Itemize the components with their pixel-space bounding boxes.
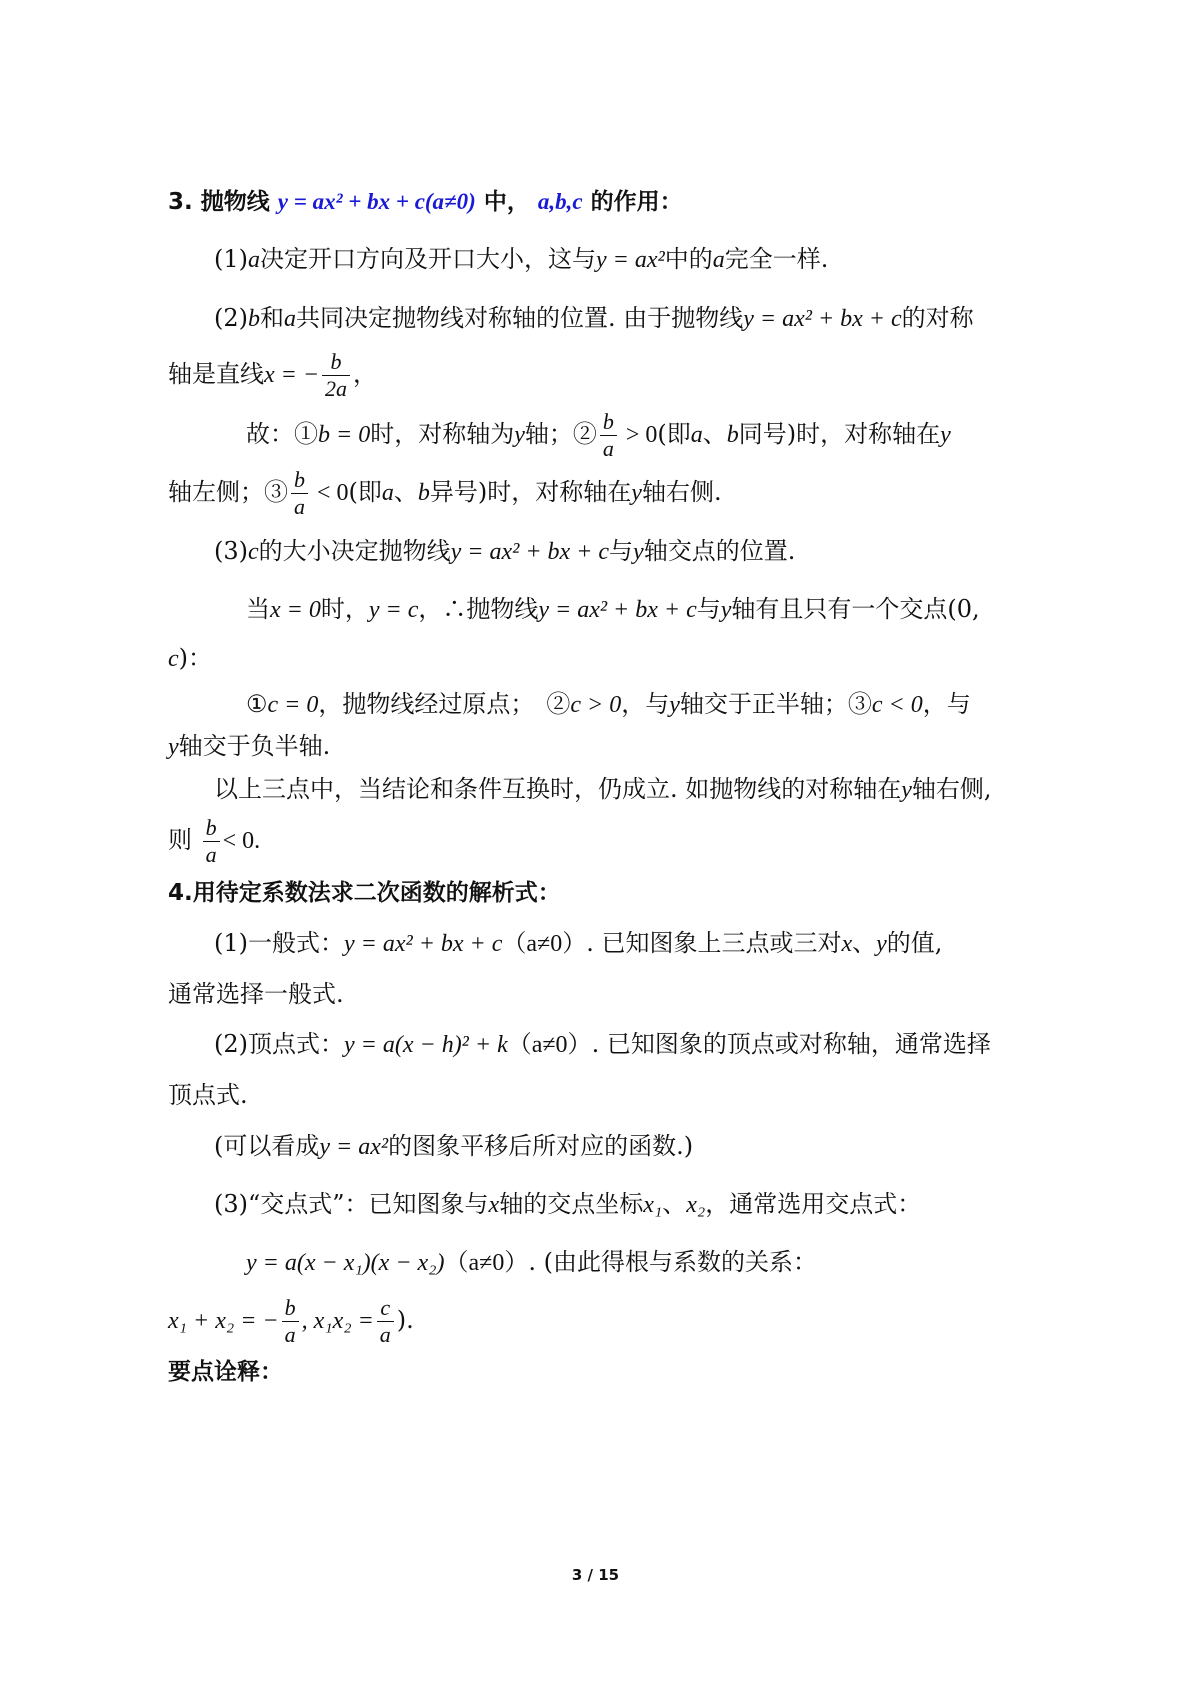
s4p1-formula: y = ax² + bx + c: [344, 931, 503, 957]
case-b-zero: b = 0: [318, 422, 371, 448]
p3-case1-t: ，抛物线经过原点； ②: [318, 690, 571, 718]
s4p1-prefix: (1)一般式：: [214, 929, 344, 957]
p3-cases-line1: [246, 688, 971, 721]
p3-case2-t2: 轴交于正半轴；③: [679, 690, 872, 718]
p1-var-a2: a: [712, 247, 725, 273]
s4p3-vx: x: [488, 1192, 500, 1218]
p3-var-y: y: [633, 539, 644, 565]
section-4-title: 4.用待定系数法求二次函数的解析式：: [168, 880, 561, 906]
summary-var-y: y: [901, 777, 912, 803]
s4p1-text1: . 已知图象上三点或三对: [586, 929, 842, 957]
p1-text2: 中的: [664, 245, 713, 273]
s4p3-prod-fraction: [377, 1295, 394, 1348]
s4p3-x1: x₁: [643, 1192, 663, 1218]
cases-b2: b: [417, 480, 430, 506]
cases-t9: 轴右侧.: [641, 478, 722, 506]
cases-f2-num: b: [291, 467, 308, 494]
p2-axis-numerator: b: [322, 349, 350, 376]
summary-lt: < 0.: [222, 828, 261, 854]
p3-formula: y = ax² + bx + c: [450, 539, 610, 565]
cases-t6: (即: [348, 478, 382, 506]
p2-axis-fraction: [322, 349, 350, 402]
p3-case1-pre: ①: [246, 690, 268, 718]
paragraph-3-2-line2: [168, 344, 377, 405]
p2-axis-end: ，: [353, 360, 378, 388]
p2-text3: 的对称: [901, 304, 974, 332]
p3-var-y2: y: [720, 597, 732, 623]
cases-f1-den: a: [602, 436, 614, 461]
cases-t5: 同号)时，对称轴在: [738, 420, 941, 448]
s4p3-x2: x₂: [686, 1192, 706, 1218]
s4p3-end: ).: [396, 1306, 414, 1334]
p1-prefix: (1): [214, 245, 248, 273]
notes-title: 要点诠释：: [168, 1359, 283, 1385]
section-3-title: [168, 186, 683, 218]
cases-line2-start: 轴左侧；③: [168, 478, 288, 506]
page-number: 3 / 15: [571, 1566, 620, 1584]
s4p2-text1: . 已知图象的顶点或对称轴，通常选择: [591, 1030, 991, 1058]
s4p1-cond: （a≠0）: [502, 931, 587, 957]
p3-case2: c > 0: [570, 692, 622, 718]
s4p3-sep: 、: [662, 1190, 687, 1218]
p3-text3: 轴交点的位置.: [643, 537, 796, 565]
cases-line2: [168, 462, 722, 523]
s4p3-text1: 轴的交点坐标: [499, 1190, 644, 1218]
s4p2-note-pre: (可以看成: [214, 1132, 320, 1160]
p2-text1: 和: [260, 304, 284, 332]
p2-prefix: (2): [214, 304, 248, 332]
cases-fraction2: [291, 467, 308, 520]
p3-when-line: [246, 593, 980, 626]
cases-t3: (即: [657, 420, 691, 448]
p3-case2-y: y: [669, 692, 680, 718]
p1-text1: 决定开口方向及开口大小，这与: [260, 245, 596, 273]
summary-line2: [168, 810, 260, 871]
cases-f2-den: a: [294, 494, 305, 519]
cases-y1: y: [514, 422, 525, 448]
section-3-title-suffix: 的作用：: [590, 189, 683, 215]
p2-var-b: b: [248, 306, 260, 332]
summary-line1: [214, 773, 992, 806]
p2-formula: y = ax² + bx + c: [743, 306, 902, 332]
paragraph-3-2-line1: [214, 302, 974, 335]
p3-text1: 的大小决定抛物线: [258, 537, 451, 565]
p1-var-a: a: [248, 247, 260, 273]
p3-case2-t: ，与: [621, 690, 670, 718]
p3-x0: x = 0: [270, 597, 321, 623]
cases-lt: < 0: [311, 480, 349, 506]
section-3-title-vars: a,b,c: [537, 189, 583, 214]
s4p2-line1: [214, 1028, 991, 1061]
s4p2-note: [214, 1130, 693, 1163]
p2-text2: 共同决定抛物线对称轴的位置. 由于抛物线: [296, 304, 744, 332]
paragraph-3-1: [214, 243, 828, 276]
p3-prefix: (3): [214, 537, 248, 565]
paragraph-3-3: [214, 535, 795, 568]
cases-f1-num: b: [600, 409, 617, 436]
s4p3-sum-lhs: x₁ + x₂ = −: [168, 1308, 279, 1334]
s4p2-formula: y = a(x − h)² + k: [344, 1032, 508, 1058]
p3-cases-line2: [168, 730, 330, 763]
s4p3-prefix: (3)“交点式”：已知图象与: [214, 1190, 489, 1218]
cases-a1: a: [690, 422, 703, 448]
p2-line2-text: 轴是直线: [168, 360, 264, 388]
summary-fraction: [203, 815, 220, 868]
p3-var-c: c: [248, 539, 259, 565]
s4p2-cond: （a≠0）: [507, 1032, 592, 1058]
s4p1-vx: x: [841, 931, 853, 957]
p3-cont-line: [168, 642, 212, 675]
p3-case1: c = 0: [267, 692, 319, 718]
p1-text3: 完全一样.: [724, 245, 829, 273]
cases-y2: y: [940, 422, 951, 448]
summary-text1: 以上三点中，当结论和条件互换时，仍成立. 如抛物线的对称轴在: [214, 775, 902, 803]
p3-case3-t2: 轴交于负半轴.: [178, 732, 331, 760]
cases-fraction1: [600, 409, 617, 462]
p2-axis-denominator: 2a: [325, 376, 348, 401]
s4p2-note-post: 的图象平移后所对应的函数.): [388, 1132, 694, 1160]
p3-cont-end: )：: [178, 644, 213, 672]
p3-case3-t: ，与: [922, 690, 971, 718]
summary-pre: 则: [168, 826, 192, 854]
cases-t2: 轴；②: [524, 420, 597, 448]
s4p3-line1: [214, 1188, 921, 1221]
s4p2-prefix: (2)顶点式：: [214, 1030, 344, 1058]
cases-gt: > 0: [619, 422, 658, 448]
p3-formula2: y = ax² + bx + c: [538, 597, 697, 623]
p3-t-and: 与: [696, 595, 721, 623]
cases-t7: 、: [393, 478, 418, 506]
cases-a2: a: [381, 480, 394, 506]
cases-line1: [246, 404, 951, 465]
cases-prefix: 故：①: [246, 420, 318, 448]
p3-cont-c: c: [168, 646, 179, 672]
cases-t8: 异号)时，对称轴在: [429, 478, 632, 506]
p3-text2: 与: [609, 537, 634, 565]
s4p3-line2: [246, 1246, 817, 1279]
p3-case3-y: y: [168, 734, 179, 760]
s4p3-formula: y = a(x − x₁)(x − x₂): [246, 1250, 445, 1276]
s4p3-text2: ，通常选用交点式：: [705, 1190, 922, 1218]
section-3-title-mid: 中，: [483, 189, 530, 215]
cases-b1: b: [726, 422, 739, 448]
s4p3-prod-num: c: [377, 1295, 394, 1322]
s4p3-cond: （a≠0）: [444, 1250, 529, 1276]
s4p1-vy: y: [876, 931, 887, 957]
s4p2-note-formula: y = ax²: [319, 1134, 389, 1160]
section-3-title-prefix: 3. 抛物线: [168, 189, 270, 215]
s4p3-prod-lhs: , x₁x₂ =: [301, 1308, 374, 1334]
summary-f-den: a: [205, 842, 217, 867]
s4p3-line3: [168, 1290, 414, 1351]
p3-t-when: 时，: [320, 595, 369, 623]
s4p1-line1: [214, 927, 942, 960]
p2-axis-lhs: x = −: [264, 362, 320, 388]
summary-f-num: b: [203, 815, 220, 842]
s4p1-text2: 的值,: [886, 929, 943, 957]
p3-t-only: 轴有且只有一个交点(0,: [731, 595, 980, 623]
p2-var-a: a: [284, 306, 296, 332]
s4p3-sum-num: b: [282, 1295, 299, 1322]
cases-t1: 时，对称轴为: [370, 420, 515, 448]
section-3-title-formula: y = ax² + bx + c(a≠0): [277, 189, 476, 214]
p3-when: 当: [246, 595, 270, 623]
s4p3-sum-fraction: [282, 1295, 299, 1348]
s4p2-line2: 顶点式.: [168, 1081, 248, 1109]
summary-text2: 轴右侧,: [911, 775, 992, 803]
p1-formula: y = ax²: [596, 247, 665, 273]
s4p3-text3: . (由此得根与系数的关系：: [528, 1248, 817, 1276]
s4p3-sum-den: a: [284, 1322, 296, 1347]
cases-t4: 、: [702, 420, 727, 448]
p3-case3: c < 0: [871, 692, 923, 718]
s4p3-prod-den: a: [379, 1322, 391, 1347]
s4p1-sep: 、: [852, 929, 877, 957]
cases-y3: y: [631, 480, 642, 506]
p3-therefore: ，∴抛物线: [418, 595, 539, 623]
p3-yc: y = c: [368, 597, 419, 623]
s4p1-line2: 通常选择一般式.: [168, 980, 344, 1008]
